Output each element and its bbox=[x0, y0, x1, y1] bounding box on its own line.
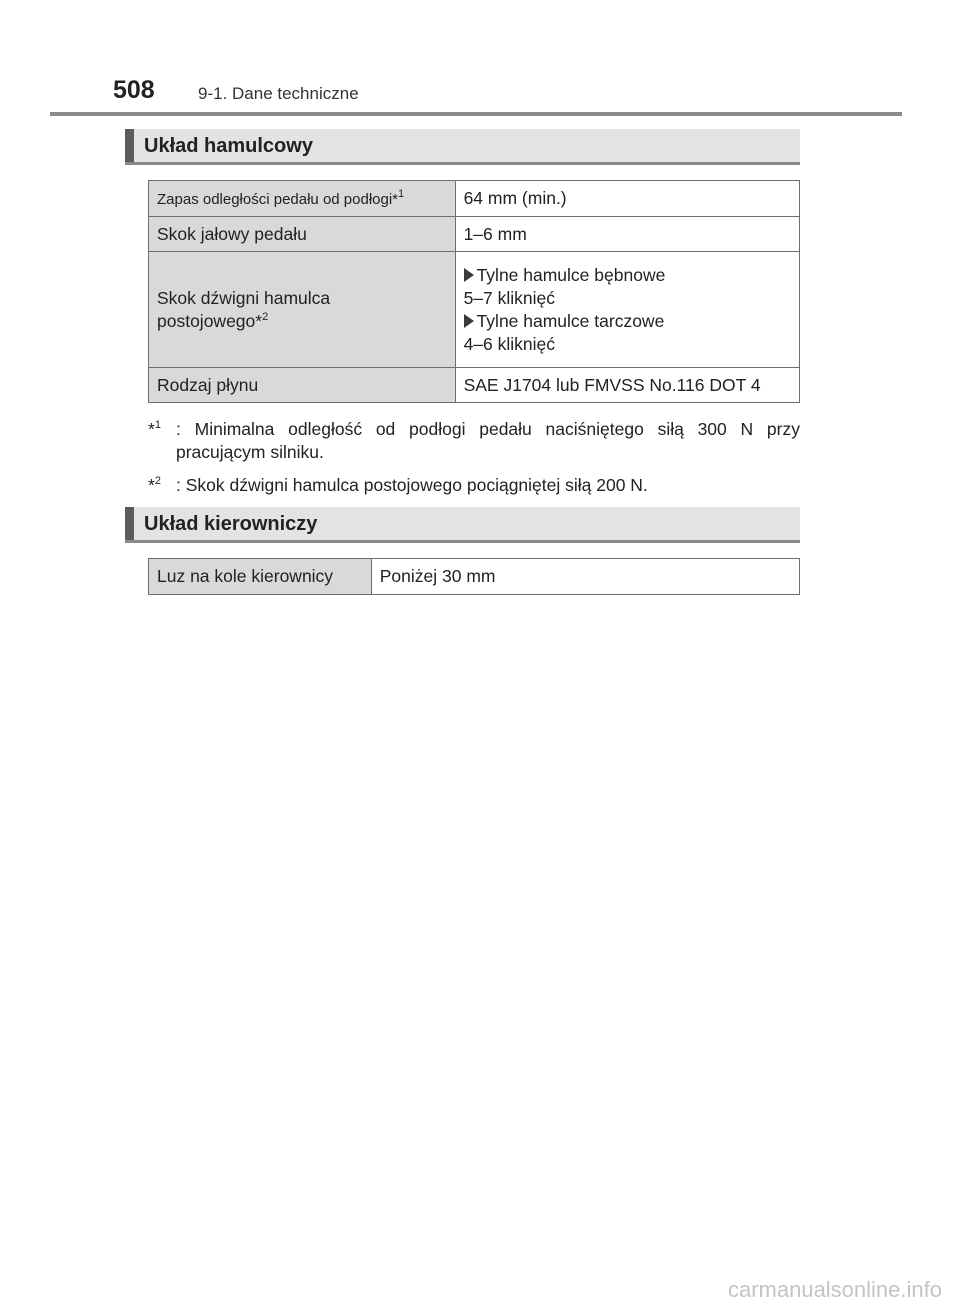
brake-spec-table bbox=[148, 180, 800, 403]
row-value: SAE J1704 lub FMVSS No.116 DOT 4 bbox=[455, 368, 799, 403]
triangle-bullet-icon bbox=[464, 268, 474, 282]
item-title: Tylne hamulce bębnowe bbox=[476, 264, 666, 285]
steering-spec-table bbox=[148, 558, 800, 595]
heading-bar bbox=[125, 507, 134, 540]
chapter-title: 9-1. Dane techniczne bbox=[198, 84, 359, 103]
label-line bbox=[157, 310, 447, 333]
page-number: 508 bbox=[113, 76, 155, 104]
row-label bbox=[149, 252, 456, 368]
row-label bbox=[149, 181, 456, 217]
table-row bbox=[149, 368, 800, 403]
list-item bbox=[464, 264, 791, 287]
section-title: Układ kierowniczy bbox=[144, 513, 318, 535]
table-row bbox=[149, 252, 800, 368]
footnote-mark: *$^1$ bbox=[148, 419, 161, 439]
label-line: Skok dźwigni hamulca bbox=[157, 287, 331, 308]
footnote-text: : Skok dźwigni hamulca postojowego pociągniętej siłą 200 N. bbox=[176, 475, 648, 495]
triangle-bullet-icon bbox=[464, 314, 474, 328]
row-label: Rodzaj płynu bbox=[149, 368, 456, 403]
label-text: Zapas odległości pedału od podłogi* bbox=[157, 191, 399, 208]
item-value: 5–7 kliknięć bbox=[463, 287, 556, 308]
section-heading-brakes bbox=[125, 129, 800, 165]
footnote-ref: 1 bbox=[398, 188, 405, 201]
watermark: carmanualsonline.info bbox=[727, 1277, 942, 1302]
footnote bbox=[148, 474, 800, 497]
row-value: 64 mm (min.) bbox=[455, 181, 799, 217]
page-header bbox=[0, 0, 960, 116]
label-text: postojowego* bbox=[157, 310, 263, 331]
footnote bbox=[148, 418, 800, 464]
table-row bbox=[149, 559, 800, 595]
heading-bar bbox=[125, 129, 134, 162]
footnotes bbox=[148, 418, 800, 507]
header-rule bbox=[50, 112, 902, 116]
table-row bbox=[149, 181, 800, 217]
section-heading-steering bbox=[125, 507, 800, 543]
footnote-text: : Minimalna odległość od podłogi pedału naciśniętego siłą 300 N przy pracującym silniku. bbox=[176, 419, 800, 462]
row-value bbox=[455, 252, 799, 368]
row-value: 1–6 mm bbox=[455, 217, 799, 252]
footnote-ref: 2 bbox=[262, 310, 269, 323]
row-label: Luz na kole kierownicy bbox=[149, 559, 372, 595]
footnote-mark: *$^2$ bbox=[148, 475, 161, 495]
row-value: Poniżej 30 mm bbox=[371, 559, 799, 595]
item-title: Tylne hamulce tarczowe bbox=[476, 310, 665, 331]
item-value: 4–6 kliknięć bbox=[463, 333, 556, 354]
section-title: Układ hamulcowy bbox=[144, 135, 313, 157]
table-row bbox=[149, 217, 800, 252]
row-label: Skok jałowy pedału bbox=[149, 217, 456, 252]
list-item bbox=[464, 310, 791, 333]
